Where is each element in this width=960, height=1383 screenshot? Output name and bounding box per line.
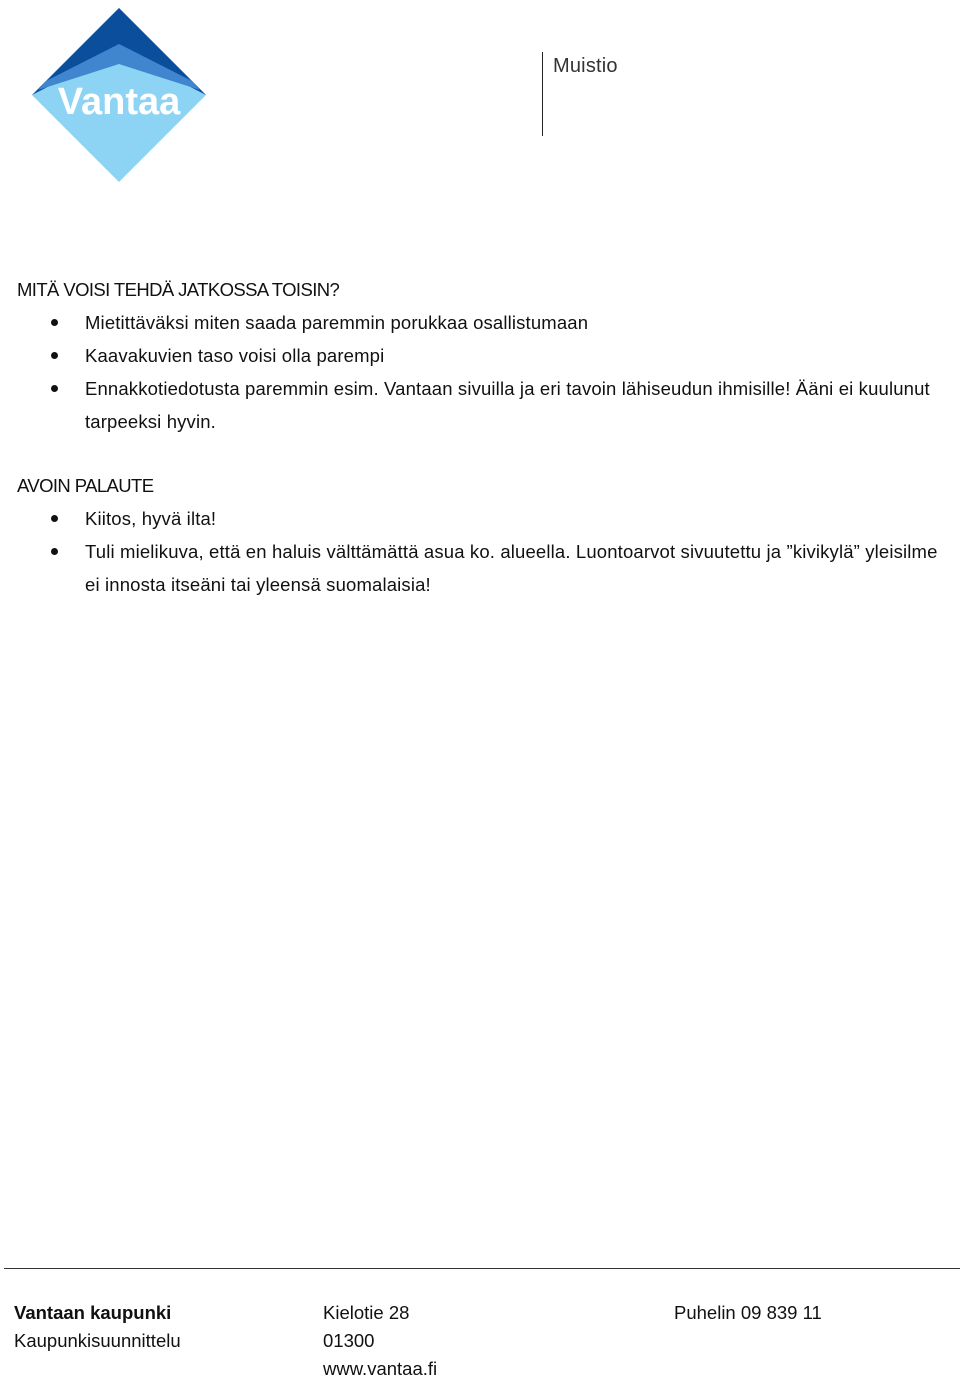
footer-postal-code: 01300 (323, 1330, 375, 1351)
bullet-list-open-feedback (17, 502, 947, 601)
list-item-text: Kiitos, hyvä ilta! (85, 508, 217, 529)
bullet-icon (51, 385, 58, 392)
footer-address-block (323, 1299, 437, 1383)
footer-organization: Vantaan kaupunki (14, 1302, 172, 1323)
footer-contact-block (674, 1299, 822, 1327)
header-divider (542, 52, 543, 136)
list-item-text: Kaavakuvien taso voisi olla parempi (85, 345, 385, 366)
list-item (17, 535, 947, 601)
bullet-icon (51, 515, 58, 522)
footer-street: Kielotie 28 (323, 1302, 410, 1323)
footer-website-link[interactable]: www.vantaa.fi (323, 1358, 438, 1379)
footer-organization-block (14, 1299, 181, 1355)
list-item (17, 306, 947, 339)
list-item-text: Tuli mielikuva, että en haluis välttämättä asua ko. alueella. Luontoarvot sivuutettu ja ”kivikylä” yleisilme ei innosta itseäni tai yleensä suomalaisia! (85, 541, 938, 595)
section-heading-next-time: MITÄ VOISI TEHDÄ JATKOSSA TOISIN? (17, 279, 340, 300)
bullet-icon (51, 319, 58, 326)
logo-text: Vantaa (57, 81, 181, 123)
vantaa-logo (28, 6, 210, 186)
list-item (17, 339, 947, 372)
document-body (17, 273, 947, 601)
bullet-icon (51, 548, 58, 555)
list-item (17, 372, 947, 438)
footer-department: Kaupunkisuunnittelu (14, 1330, 181, 1351)
section-spacer (17, 438, 947, 469)
footer-phone: Puhelin 09 839 11 (674, 1302, 822, 1323)
bullet-list-next-time (17, 306, 947, 438)
document-type: Muistio (553, 55, 618, 77)
section-heading-open-feedback: AVOIN PALAUTE (17, 475, 154, 496)
list-item-text: Ennakkotiedotusta paremmin esim. Vantaan sivuilla ja eri tavoin lähiseudun ihmisille! Ääni ei kuulunut tarpeeksi hyvin. (85, 378, 930, 432)
list-item-text: Mietittäväksi miten saada paremmin porukkaa osallistumaan (85, 312, 589, 333)
list-item (17, 502, 947, 535)
bullet-icon (51, 352, 58, 359)
footer-divider (4, 1268, 960, 1269)
